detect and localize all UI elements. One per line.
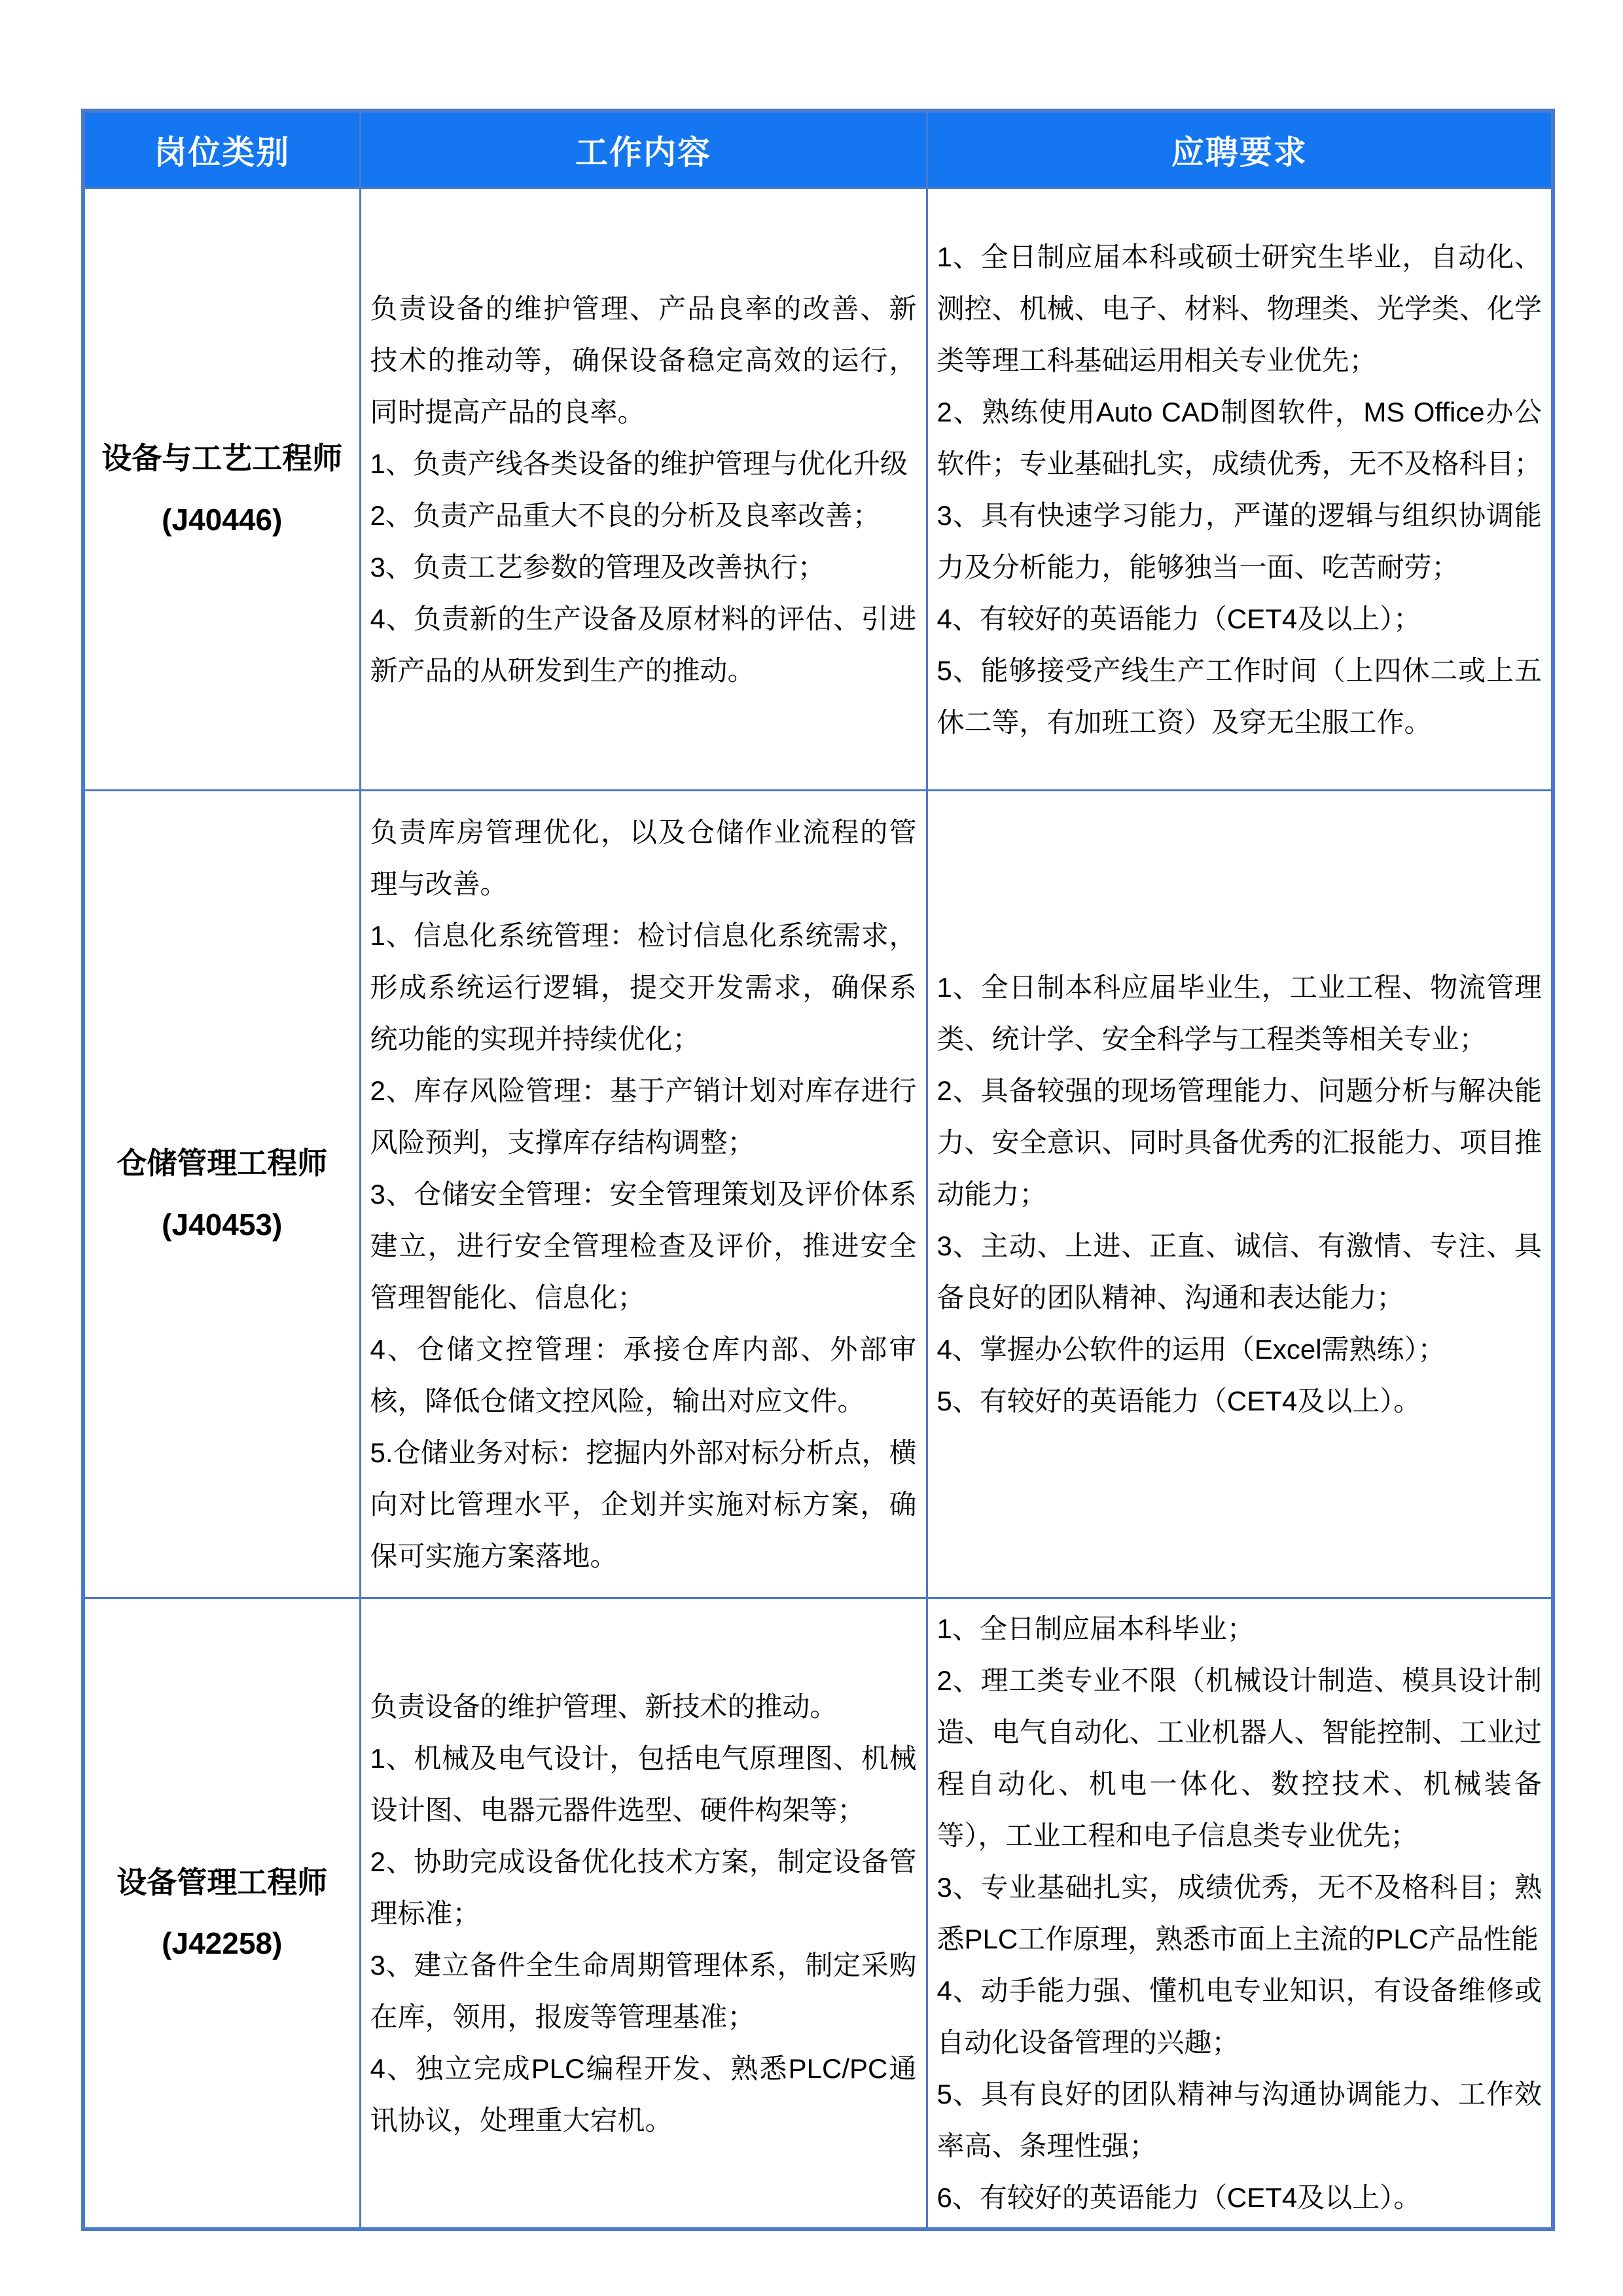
- duty-paragraph: 3、负责工艺参数的管理及改善执行；: [370, 551, 825, 583]
- duty-paragraph: 1、机械及电气设计，包括电气原理图、机械设计图、电器元器件选型、硬件构架等；: [370, 1742, 917, 1825]
- requirement-paragraph: 1、全日制应届本科或硕士研究生毕业，自动化、测控、机械、电子、材料、物理类、光学类、化学类等理工科基础运用相关专业优先；: [936, 241, 1542, 376]
- duty-paragraph: 3、仓储安全管理：安全管理策划及评价体系建立，进行安全管理检查及评价，推进安全管理智能化、信息化；: [370, 1179, 917, 1313]
- job-code: (J42258): [162, 1926, 283, 1960]
- requirement-paragraph: 3、具有快速学习能力，严谨的逻辑与组织协调能力及分析能力，能够独当一面、吃苦耐劳；: [936, 499, 1542, 583]
- job-requirements-cell: [927, 1598, 1553, 2230]
- requirement-paragraph: 2、熟练使用Auto CAD制图软件，MS Office办公软件；专业基础扎实，成绩优秀，无不及格科目；: [936, 396, 1542, 479]
- job-category-cell: [83, 188, 360, 791]
- table-row: [83, 188, 1553, 791]
- job-duties-cell: [360, 791, 927, 1598]
- job-category-cell: [83, 791, 360, 1598]
- requirement-paragraph: 2、理工类专业不限（机械设计制造、模具设计制造、电气自动化、工业机器人、智能控制、工业过程自动化、机电一体化、数控技术、机械装备等），工业工程和电子信息类专业优先；: [936, 1665, 1542, 1851]
- duty-paragraph: 5.仓储业务对标：挖掘内外部对标分析点，横向对比管理水平，企划并实施对标方案，确保可实施方案落地。: [370, 1437, 917, 1571]
- requirement-paragraph: 3、专业基础扎实，成绩优秀，无不及格科目；熟悉PLC工作原理，熟悉市面上主流的PLC产品性能: [936, 1872, 1542, 1954]
- header-cell-duties: 工作内容: [360, 111, 927, 188]
- job-code: (J40446): [162, 502, 283, 537]
- requirement-paragraph: 6、有较好的英语能力（CET4及以上）。: [936, 2182, 1421, 2213]
- job-table-body: [83, 188, 1553, 2230]
- table-header-row: [83, 111, 1553, 188]
- job-title: 设备管理工程师: [116, 1865, 328, 1899]
- job-category-cell: [83, 1598, 360, 2230]
- job-postings-table: [81, 109, 1555, 2231]
- duty-paragraph: 4、负责新的生产设备及原材料的评估、引进新产品的从研发到生产的推动。: [370, 603, 917, 686]
- duty-paragraph: 3、建立备件全生命周期管理体系，制定采购在库，领用，报废等管理基准；: [370, 1949, 917, 2032]
- duty-paragraph: 4、仓储文控管理：承接仓库内部、外部审核，降低仓储文控风险，输出对应文件。: [370, 1334, 917, 1416]
- duty-paragraph: 4、独立完成PLC编程开发、熟悉PLC/PC通讯协议，处理重大宕机。: [370, 2053, 917, 2136]
- table-row: [83, 1598, 1553, 2230]
- table-row: [83, 791, 1553, 1598]
- requirement-paragraph: 4、有较好的英语能力（CET4及以上）；: [936, 603, 1421, 634]
- job-duties-cell: [360, 1598, 927, 2230]
- duty-paragraph: 负责设备的维护管理、产品良率的改善、新技术的推动等，确保设备稳定高效的运行，同时提高产品的良率。: [370, 293, 917, 427]
- duty-paragraph: 1、负责产线各类设备的维护管理与优化升级: [370, 448, 908, 479]
- job-requirements-cell: [927, 188, 1553, 791]
- requirements-list: [937, 231, 1543, 748]
- requirement-paragraph: 5、能够接受产线生产工作时间（上四休二或上五休二等，有加班工资）及穿无尘服工作。: [936, 655, 1542, 738]
- duty-paragraph: 负责库房管理优化，以及仓储作业流程的管理与改善。: [370, 817, 917, 899]
- duty-paragraph: 1、信息化系统管理：检讨信息化系统需求，形成系统运行逻辑，提交开发需求，确保系统功能的实现并持续优化；: [370, 920, 917, 1054]
- requirements-list: [937, 1603, 1543, 2223]
- duty-paragraph: 2、协助完成设备优化技术方案，制定设备管理标准；: [370, 1846, 917, 1929]
- job-title: 设备与工艺工程师: [101, 441, 343, 476]
- duty-paragraph: 2、库存风险管理：基于产销计划对库存进行风险预判，支撑库存结构调整；: [370, 1075, 917, 1158]
- requirement-paragraph: 4、动手能力强、懂机电专业知识，有设备维修或自动化设备管理的兴趣；: [936, 1975, 1542, 2058]
- requirement-paragraph: 1、全日制本科应届毕业生，工业工程、物流管理类、统计学、安全科学与工程类等相关专业；: [936, 972, 1542, 1054]
- duties-list: [370, 283, 917, 696]
- requirement-paragraph: 4、掌握办公软件的运用（Excel需熟练）；: [936, 1334, 1446, 1365]
- job-title: 仓储管理工程师: [116, 1146, 328, 1181]
- job-requirements-cell: [927, 791, 1553, 1598]
- job-code: (J40453): [162, 1207, 283, 1242]
- job-duties-cell: [360, 188, 927, 791]
- requirement-paragraph: 3、主动、上进、正直、诚信、有激情、专注、具备良好的团队精神、沟通和表达能力；: [936, 1230, 1542, 1313]
- duty-paragraph: 负责设备的维护管理、新技术的推动。: [370, 1691, 838, 1722]
- duties-list: [370, 1681, 917, 2146]
- requirement-paragraph: 5、具有良好的团队精神与沟通协调能力、工作效率高、条理性强；: [936, 2079, 1542, 2161]
- header-cell-category: 岗位类别: [83, 111, 360, 188]
- header-cell-requirements: 应聘要求: [927, 111, 1553, 188]
- requirement-paragraph: 1、全日制应届本科毕业；: [936, 1613, 1255, 1644]
- duties-list: [370, 806, 917, 1582]
- requirements-list: [937, 961, 1543, 1427]
- duty-paragraph: 2、负责产品重大不良的分析及良率改善；: [370, 499, 880, 531]
- requirement-paragraph: 5、有较好的英语能力（CET4及以上）。: [936, 1386, 1421, 1416]
- requirement-paragraph: 2、具备较强的现场管理能力、问题分析与解决能力、安全意识、同时具备优秀的汇报能力、项目推动能力；: [936, 1075, 1542, 1210]
